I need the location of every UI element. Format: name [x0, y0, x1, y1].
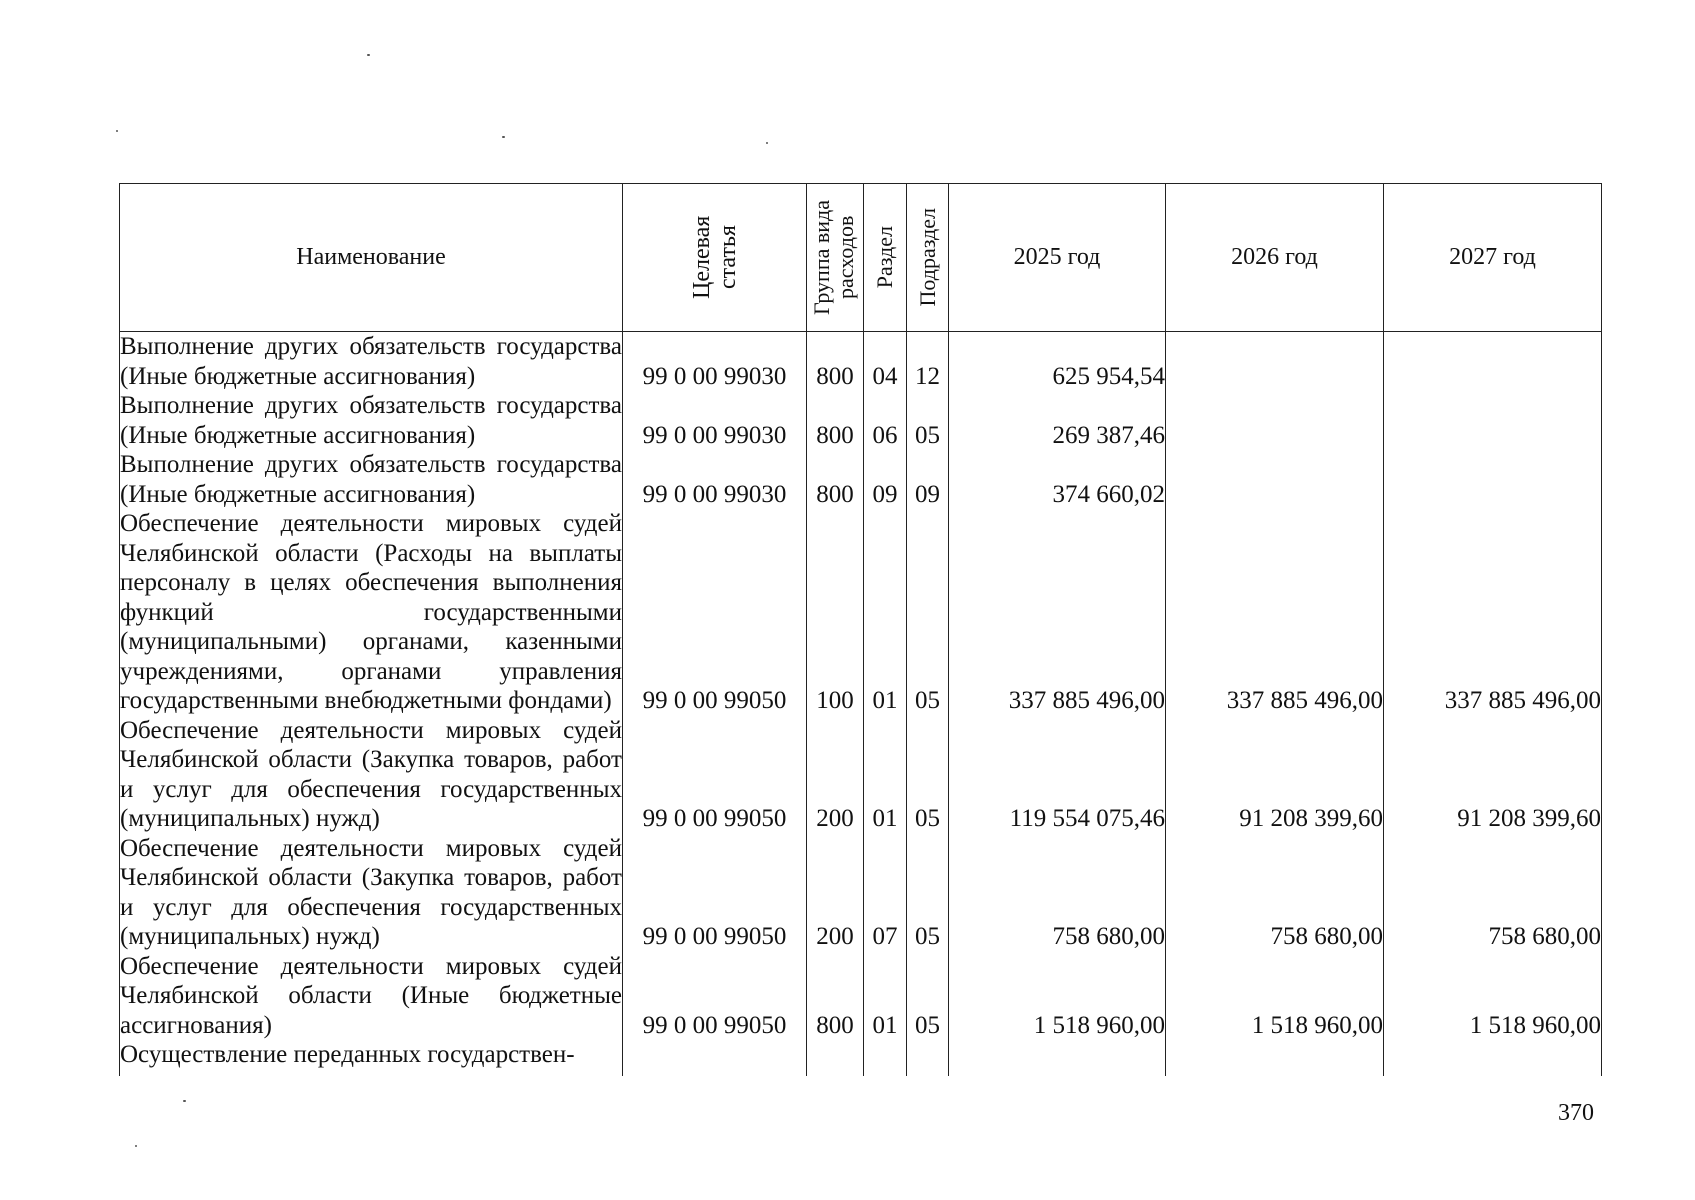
table-row	[120, 952, 1602, 1041]
row-amount-2026: 91 208 399,60	[1166, 716, 1384, 834]
row-amount-2027	[1384, 450, 1602, 509]
row-amount-2026	[1166, 1040, 1384, 1070]
row-amount-2027	[1384, 1040, 1602, 1070]
row-section: 07	[864, 834, 907, 952]
row-name: Обеспечение деятельности мировых судей Челябинской области (Закупка товаров, работ и услуг для обеспечения государственных (муниципальных) нужд)	[120, 716, 622, 832]
header-section-label: Раздел	[872, 226, 897, 289]
header-subsection	[907, 184, 949, 332]
header-target-article-label: Целевая статья	[688, 215, 741, 300]
row-amount-2025: 625 954,54	[949, 332, 1166, 392]
table-row	[120, 450, 1602, 509]
row-amount-2025: 269 387,46	[949, 391, 1166, 450]
budget-table	[119, 183, 1602, 1076]
row-expense-group: 800	[807, 391, 864, 450]
row-subsection: 09	[907, 450, 949, 509]
row-amount-2026: 1 518 960,00	[1166, 952, 1384, 1041]
row-section: 01	[864, 952, 907, 1041]
row-amount-2025: 337 885 496,00	[949, 509, 1166, 716]
row-section: 01	[864, 716, 907, 834]
row-amount-2026	[1166, 450, 1384, 509]
row-amount-2025: 758 680,00	[949, 834, 1166, 952]
header-expense-group	[807, 184, 864, 332]
scan-speck	[766, 142, 768, 144]
header-subsection-label: Подраздел	[914, 208, 940, 307]
table-row	[120, 716, 1602, 834]
row-name: Выполнение других обязательств государства (Иные бюджетные ассигнования)	[120, 451, 622, 508]
row-target-article: 99 0 00 99050	[623, 509, 807, 716]
row-subsection: 05	[907, 716, 949, 834]
header-2026: 2026 год	[1166, 184, 1384, 332]
row-expense-group: 800	[807, 952, 864, 1041]
row-expense-group: 100	[807, 509, 864, 716]
row-amount-2026: 758 680,00	[1166, 834, 1384, 952]
table-row	[120, 509, 1602, 716]
row-amount-2026	[1166, 332, 1384, 392]
row-amount-2025: 1 518 960,00	[949, 952, 1166, 1041]
table-row	[120, 391, 1602, 450]
scan-speck	[183, 1100, 186, 1102]
row-subsection: 05	[907, 509, 949, 716]
row-subsection: 12	[907, 332, 949, 392]
table-row	[120, 332, 1602, 392]
header-2027: 2027 год	[1384, 184, 1602, 332]
row-amount-2025: 119 554 075,46	[949, 716, 1166, 834]
scan-speck	[502, 136, 505, 138]
row-expense-group: 200	[807, 716, 864, 834]
row-section: 04	[864, 332, 907, 392]
row-target-article: 99 0 00 99050	[623, 716, 807, 834]
table-header-row	[120, 184, 1602, 332]
row-target-article: 99 0 00 99050	[623, 834, 807, 952]
row-amount-2025	[949, 1040, 1166, 1070]
page-number: 370	[1558, 1100, 1594, 1126]
row-expense-group	[807, 1040, 864, 1070]
row-amount-2027: 758 680,00	[1384, 834, 1602, 952]
row-subsection: 05	[907, 952, 949, 1041]
row-name: Обеспечение деятельности мировых судей Челябинской области (Закупка товаров, работ и услуг для обеспечения государственных (муниципальных) нужд)	[120, 834, 622, 950]
header-expense-group-label: Группа вида расходов	[809, 200, 858, 315]
row-section: 06	[864, 391, 907, 450]
header-section	[864, 184, 907, 332]
row-amount-2027	[1384, 391, 1602, 450]
table-row	[120, 834, 1602, 952]
header-name: Наименование	[120, 184, 623, 332]
row-section: 09	[864, 450, 907, 509]
row-amount-2027	[1384, 332, 1602, 392]
row-target-article: 99 0 00 99030	[623, 391, 807, 450]
row-section: 01	[864, 509, 907, 716]
row-target-article: 99 0 00 99030	[623, 332, 807, 392]
scan-speck	[135, 1145, 137, 1147]
row-amount-2025: 374 660,02	[949, 450, 1166, 509]
row-name: Обеспечение деятельности мировых судей Челябинской области (Иные бюджетные ассигнования)	[120, 952, 622, 1039]
row-expense-group: 800	[807, 450, 864, 509]
header-2025: 2025 год	[949, 184, 1166, 332]
row-target-article	[623, 1040, 807, 1070]
row-name: Обеспечение деятельности мировых судей Челябинской области (Расходы на выплаты персоналу в целях обеспечения выполнения функций государственными (муниципальными) органами, казенными учреждениями, органами управления государственными внебюджетными фондами)	[120, 510, 622, 714]
row-expense-group: 200	[807, 834, 864, 952]
row-name: Выполнение других обязательств государства (Иные бюджетные ассигнования)	[120, 333, 622, 390]
header-target-article	[623, 184, 807, 332]
row-subsection	[907, 1040, 949, 1070]
row-section	[864, 1040, 907, 1070]
row-target-article: 99 0 00 99050	[623, 952, 807, 1041]
scan-speck	[116, 130, 118, 132]
row-amount-2026: 337 885 496,00	[1166, 509, 1384, 716]
row-expense-group: 800	[807, 332, 864, 392]
row-subsection: 05	[907, 391, 949, 450]
row-amount-2027: 91 208 399,60	[1384, 716, 1602, 834]
table-row-continuation	[120, 1070, 1602, 1076]
row-amount-2027: 337 885 496,00	[1384, 509, 1602, 716]
row-name: Осуществление переданных государствен-	[120, 1040, 623, 1070]
row-amount-2026	[1166, 391, 1384, 450]
row-amount-2027: 1 518 960,00	[1384, 952, 1602, 1041]
scan-speck	[367, 54, 370, 56]
table-row	[120, 1040, 1602, 1070]
row-target-article: 99 0 00 99030	[623, 450, 807, 509]
row-name: Выполнение других обязательств государства (Иные бюджетные ассигнования)	[120, 392, 622, 449]
row-subsection: 05	[907, 834, 949, 952]
